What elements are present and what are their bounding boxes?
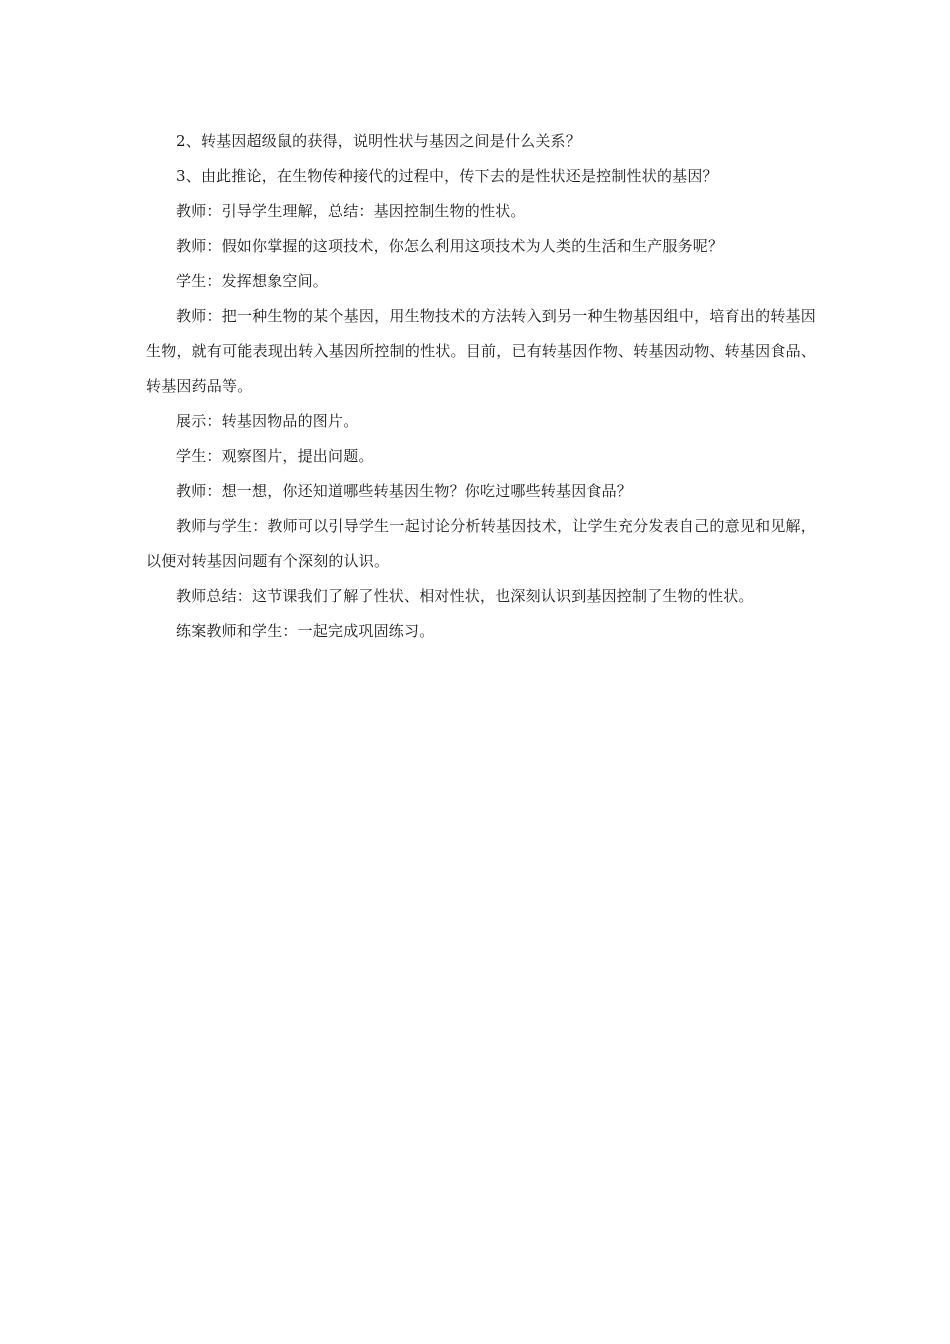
paragraph-teacher-question: 教师：假如你掌握的这项技术，你怎么利用这项技术为人类的生活和生产服务呢？ xyxy=(176,237,724,255)
document-page xyxy=(146,124,816,649)
paragraph-teacher-summary: 教师：引导学生理解，总结：基因控制生物的性状。 xyxy=(176,202,526,220)
paragraph-question-3: 3、由此推论，在生物传种接代的过程中，传下去的是性状还是控制性状的基因？ xyxy=(176,167,718,185)
paragraph-teacher-think: 教师：想一想，你还知道哪些转基因生物？你吃过哪些转基因食品？ xyxy=(176,482,633,500)
paragraph-practice: 练案教师和学生：一起完成巩固练习。 xyxy=(176,622,435,640)
paragraph-question-2: 2、转基因超级鼠的获得，说明性状与基因之间是什么关系？ xyxy=(176,132,581,150)
paragraph-teacher-student-discuss: 教师与学生：教师可以引导学生一起讨论分析转基因技术，让学生充分发表自己的意见和见解，以便对转基因问题有个深刻的认识。 xyxy=(146,517,816,570)
paragraph-teacher-conclusion: 教师总结：这节课我们了解了性状、相对性状，也深刻认识到基因控制了生物的性状。 xyxy=(176,587,754,605)
paragraph-teacher-explain: 教师：把一种生物的某个基因，用生物技术的方法转入到另一种生物基因组中，培育出的转基因生物，就有可能表现出转入基因所控制的性状。目前，已有转基因作物、转基因动物、转基因食品、转基因药品等。 xyxy=(146,307,816,395)
paragraph-display-pictures: 展示：转基因物品的图片。 xyxy=(176,412,359,430)
paragraph-student-imagine: 学生：发挥想象空间。 xyxy=(176,272,329,290)
paragraph-student-observe: 学生：观察图片，提出问题。 xyxy=(176,447,374,465)
